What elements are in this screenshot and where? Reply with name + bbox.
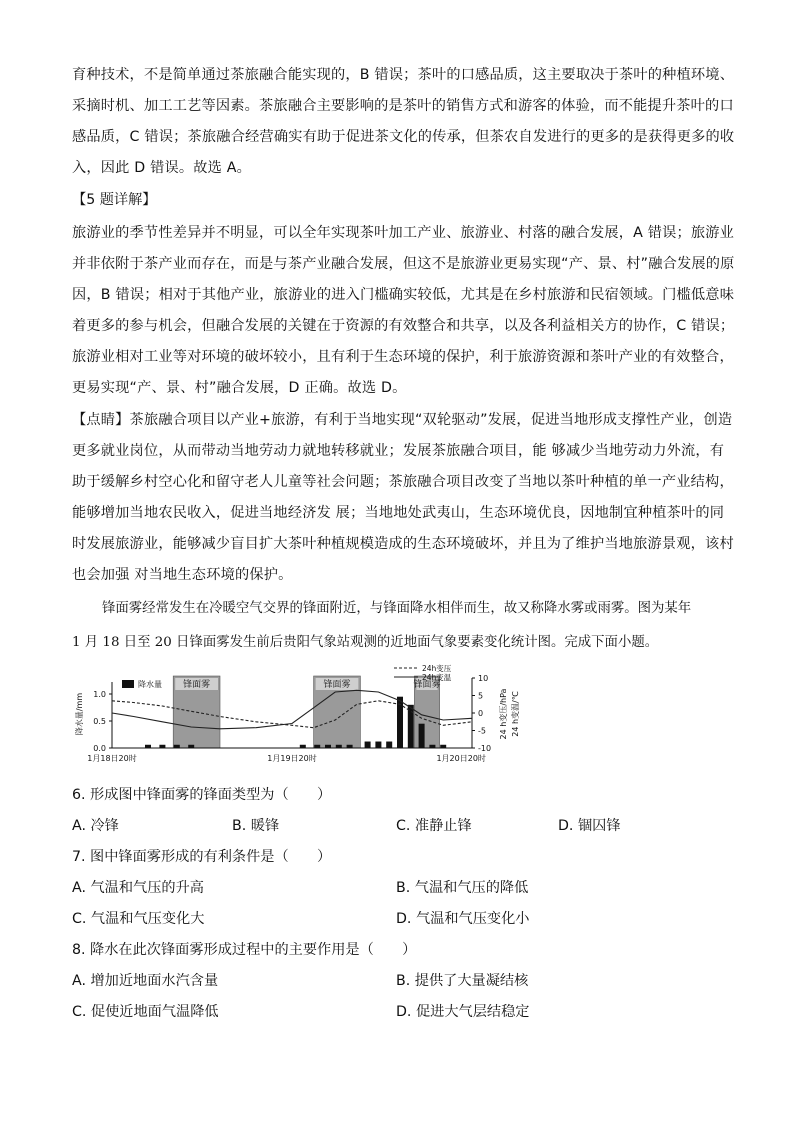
q8-option-c[interactable]: C. 促使近地面气温降低 bbox=[72, 1004, 219, 1020]
text-line: 时发展旅游业，能够减少盲目扩大茶叶种植规模造成的生态环境破坏，并且为了维护当地旅游景观，该村 bbox=[72, 536, 734, 552]
q8-option-b[interactable]: B. 提供了大量凝结核 bbox=[396, 973, 529, 989]
question-8-stem: 8. 降水在此次锋面雾形成过程中的主要作用是（ ） bbox=[72, 942, 417, 958]
answer-continuation-paragraph bbox=[72, 60, 735, 184]
q8-option-a[interactable]: A. 增加近地面水汽含量 bbox=[72, 973, 219, 989]
q5-heading: 【5 题详解】 bbox=[72, 192, 157, 208]
text-line: 助于缓解乡村空心化和留守老人儿童等社会问题；茶旅融合项目改变了当地以茶叶种植的单一产业结构， bbox=[72, 474, 734, 490]
x-tick-label: 1月20日20时 bbox=[436, 754, 486, 763]
legend-temp-label: 24h变温 bbox=[422, 673, 452, 682]
fog-label: 锋面雾 bbox=[323, 680, 351, 690]
text-line: 也会加强 对当地生态环境的保护。 bbox=[72, 567, 293, 583]
q7-option-b[interactable]: B. 气温和气压的降低 bbox=[396, 880, 529, 896]
precip-bar bbox=[365, 742, 371, 748]
text-line: 【点睛】茶旅融合项目以产业+旅游，有利于当地实现“双轮驱动”发展，促进当地形成支撑性产业，创造 bbox=[72, 412, 733, 428]
text-line: 采摘时机、加工工艺等因素。茶旅融合主要影响的是茶叶的销售方式和游客的体验，而不能提升茶叶的口 bbox=[72, 98, 734, 114]
text-line: 更易实现“产、景、村”融合发展，D 正确。故选 D。 bbox=[72, 380, 407, 396]
text-line: 因，B 错误；相对于其他产业，旅游业的进入门槛确实较低，尤其是在乡村旅游和民宿领域。门槛低意味 bbox=[72, 287, 735, 303]
text-line: 1 月 18 日至 20 日锋面雾发生前后贵阳气象站观测的近地面气象要素变化统计图。完成下面小题。 bbox=[72, 635, 659, 650]
precip-bar bbox=[375, 742, 381, 748]
q7-option-c[interactable]: C. 气温和气压变化大 bbox=[72, 911, 205, 927]
q6-option-c[interactable]: C. 准静止锋 bbox=[396, 818, 472, 834]
right-axis-title-temp: 24 h变温/℃ bbox=[511, 691, 520, 737]
text-line: 并非依附于茶产业而存在，而是与茶产业融合发展，但这不是旅游业更易实现“产、景、村”融合发展的原 bbox=[72, 256, 735, 272]
q6-option-a[interactable]: A. 冷锋 bbox=[72, 818, 119, 834]
text-line: 更多就业岗位，从而带动当地劳动力就地转移就业；发展茶旅融合项目，能 够减少当地劳动力外流，有 bbox=[72, 443, 725, 459]
right-axis-title-pressure: 24 h变压/hPa bbox=[499, 688, 508, 740]
right-tick-label: 5 bbox=[478, 691, 484, 701]
left-tick-label: 0.5 bbox=[93, 717, 106, 726]
dianjing-paragraph bbox=[72, 405, 734, 591]
right-tick-label: -5 bbox=[478, 726, 486, 736]
text-line: 旅游业的季节性差异并不明显，可以全年实现茶叶加工产业、旅游业、村落的融合发展，A 错误；旅游业 bbox=[72, 225, 735, 241]
q6-option-b[interactable]: B. 暖锋 bbox=[232, 818, 280, 834]
right-tick-label: 10 bbox=[478, 674, 489, 683]
fog-label: 锋面雾 bbox=[183, 680, 211, 690]
right-tick-label: -10 bbox=[478, 744, 492, 753]
precip-bar bbox=[408, 705, 414, 748]
right-tick-label: 0 bbox=[478, 709, 484, 718]
left-axis-title: 降水量/mm bbox=[75, 692, 84, 736]
weather-chart bbox=[72, 662, 532, 770]
text-line: 感品质，C 错误；茶旅融合经营确实有助于促进茶文化的传承，但茶农自发进行的更多的是获得更多的收 bbox=[72, 129, 735, 145]
legend-precip-label: 降水量 bbox=[138, 680, 162, 689]
legend-precip-swatch bbox=[122, 680, 134, 688]
precip-bar bbox=[419, 724, 425, 748]
text-line: 着更多的参与机会，但融合发展的关键在于资源的有效整合和共享，以及各利益相关方的协作，C 错误； bbox=[72, 318, 735, 334]
text-line: 能够增加当地农民收入，促进当地经济发 展；当地地处武夷山，生态环境优良，因地制宜种植茶叶的同 bbox=[72, 505, 725, 521]
x-tick-label: 1月19日20时 bbox=[267, 754, 317, 763]
question-6-stem: 6. 形成图中锋面雾的锋面类型为（ ） bbox=[72, 787, 332, 803]
text-line: 旅游业相对工业等对环境的破坏较小，且有利于生态环境的保护，利于旅游资源和茶叶产业的有效整合， bbox=[72, 349, 734, 365]
text-line: 入，因此 D 错误。故选 A。 bbox=[72, 160, 252, 176]
question-7-stem: 7. 图中锋面雾形成的有利条件是（ ） bbox=[72, 849, 332, 865]
q6-option-d[interactable]: D. 锢囚锋 bbox=[558, 818, 621, 834]
x-tick-label: 1月18日20时 bbox=[87, 754, 137, 763]
figure-intro-paragraph bbox=[72, 592, 732, 660]
q5-explanation-paragraph bbox=[72, 218, 735, 404]
fog-label: 锋面雾 bbox=[413, 680, 441, 690]
q7-option-d[interactable]: D. 气温和气压变化小 bbox=[396, 911, 530, 927]
text-line: 育种技术，不是简单通过茶旅融合能实现的，B 错误；茶叶的口感品质，这主要取决于茶叶的种植环境、 bbox=[72, 67, 735, 83]
legend-pressure-label: 24h变压 bbox=[422, 664, 452, 673]
left-tick-label: 0.0 bbox=[93, 744, 106, 753]
precip-bar bbox=[386, 742, 392, 748]
left-tick-label: 1.0 bbox=[93, 690, 106, 699]
text-line: 锋面雾经常发生在冷暖空气交界的锋面附近，与锋面降水相伴而生，故又称降水雾或雨雾。图为某年 bbox=[102, 601, 692, 616]
q8-option-d[interactable]: D. 促进大气层结稳定 bbox=[396, 1004, 530, 1020]
q7-option-a[interactable]: A. 气温和气压的升高 bbox=[72, 880, 204, 896]
